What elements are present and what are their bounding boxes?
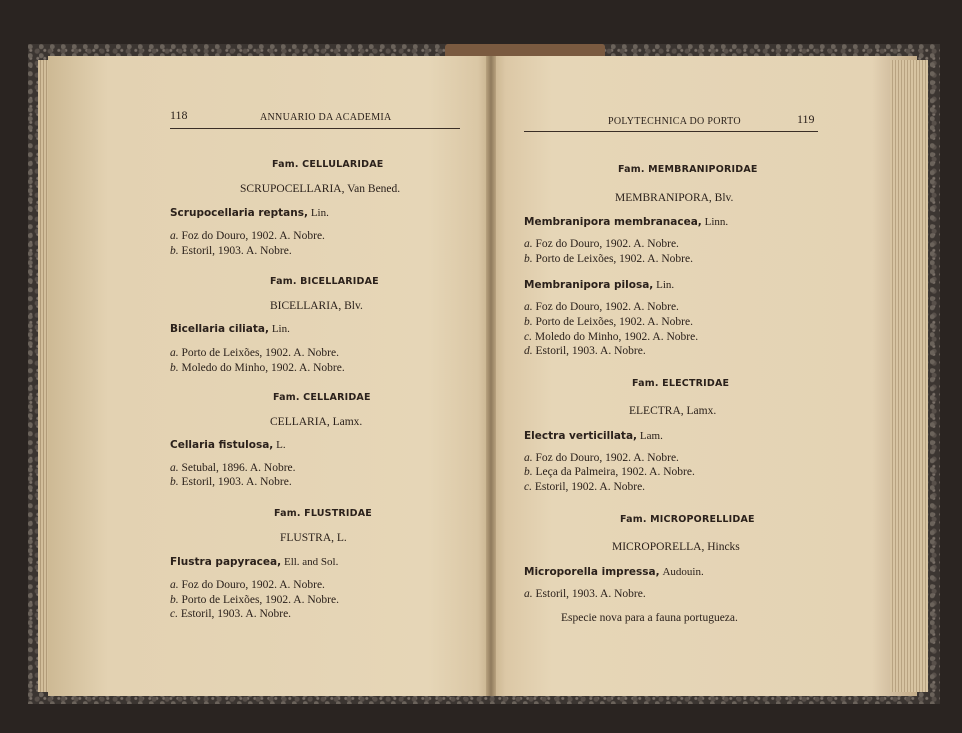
record-entry: b. Leça da Palmeira, 1902. A. Nobre.	[524, 466, 695, 478]
family-heading: Fam. CELLARIDAE	[273, 392, 371, 403]
genus-heading: SCRUPOCELLARIA, Van Bened.	[240, 183, 401, 195]
page-number-right: 119	[797, 112, 815, 126]
genus-heading: BICELLARIA, Blv.	[270, 300, 363, 312]
genus-heading: FLUSTRA, L.	[280, 532, 347, 544]
record-entry: a. Porto de Leixões, 1902. A. Nobre.	[170, 347, 339, 359]
record-entry: b. Porto de Leixões, 1902. A. Nobre.	[524, 316, 693, 328]
record-entry: a. Foz do Douro, 1902. A. Nobre.	[524, 452, 679, 464]
species-heading: Membranipora pilosa, Lin.	[524, 279, 675, 291]
record-entry: c. Estoril, 1903. A. Nobre.	[170, 608, 292, 620]
record-entry: d. Estoril, 1903. A. Nobre.	[524, 345, 646, 357]
running-head-right: POLYTECHNICA DO PORTO	[608, 116, 741, 127]
record-entry: b. Moledo do Minho, 1902. A. Nobre.	[170, 362, 345, 374]
species-heading: Microporella impressa, Audouin.	[524, 566, 704, 578]
record-entry: a. Foz do Douro, 1902. A. Nobre.	[524, 301, 679, 313]
family-heading: Fam. BICELLARIDAE	[270, 276, 379, 287]
species-heading: Membranipora membranacea, Linn.	[524, 216, 729, 228]
species-heading: Electra verticillata, Lam.	[524, 430, 663, 442]
record-entry: c. Moledo do Minho, 1902. A. Nobre.	[524, 331, 699, 343]
record-entry: a. Setubal, 1896. A. Nobre.	[170, 462, 296, 474]
right-page-edges	[890, 60, 928, 692]
book-gutter	[486, 56, 496, 696]
species-heading: Bicellaria ciliata, Lin.	[170, 323, 290, 335]
record-entry: a. Foz do Douro, 1902. A. Nobre.	[170, 579, 325, 591]
head-rule-right	[524, 131, 818, 132]
record-entry: b. Porto de Leixões, 1902. A. Nobre.	[170, 594, 339, 606]
record-entry: b. Estoril, 1903. A. Nobre.	[170, 476, 292, 488]
record-entry: b. Estoril, 1903. A. Nobre.	[170, 245, 292, 257]
record-entry: b. Porto de Leixões, 1902. A. Nobre.	[524, 253, 693, 265]
family-heading: Fam. FLUSTRIDAE	[274, 508, 372, 519]
head-rule-left	[170, 128, 460, 129]
species-heading: Scrupocellaria reptans, Lin.	[170, 207, 329, 219]
record-entry: a. Foz do Douro, 1902. A. Nobre.	[170, 230, 325, 242]
note-text: Especie nova para a fauna portugueza.	[561, 612, 738, 624]
record-entry: a. Estoril, 1903. A. Nobre.	[524, 588, 646, 600]
family-heading: Fam. ELECTRIDAE	[632, 378, 730, 389]
genus-heading: MICROPORELLA, Hincks	[612, 541, 740, 553]
record-entry: c. Estoril, 1902. A. Nobre.	[524, 481, 646, 493]
genus-heading: CELLARIA, Lamx.	[270, 416, 363, 428]
family-heading: Fam. MICROPORELLIDAE	[620, 514, 755, 525]
genus-heading: MEMBRANIPORA, Blv.	[615, 192, 734, 204]
record-entry: a. Foz do Douro, 1902. A. Nobre.	[524, 238, 679, 250]
species-heading: Cellaria fistulosa, L.	[170, 439, 286, 451]
running-head-left: ANNUARIO DA ACADEMIA	[260, 112, 392, 123]
family-heading: Fam. MEMBRANIPORIDAE	[618, 164, 758, 175]
family-heading: Fam. CELLULARIDAE	[272, 159, 384, 170]
page-number-left: 118	[170, 108, 188, 122]
genus-heading: ELECTRA, Lamx.	[629, 405, 717, 417]
species-heading: Flustra papyracea, Ell. and Sol.	[170, 556, 339, 568]
